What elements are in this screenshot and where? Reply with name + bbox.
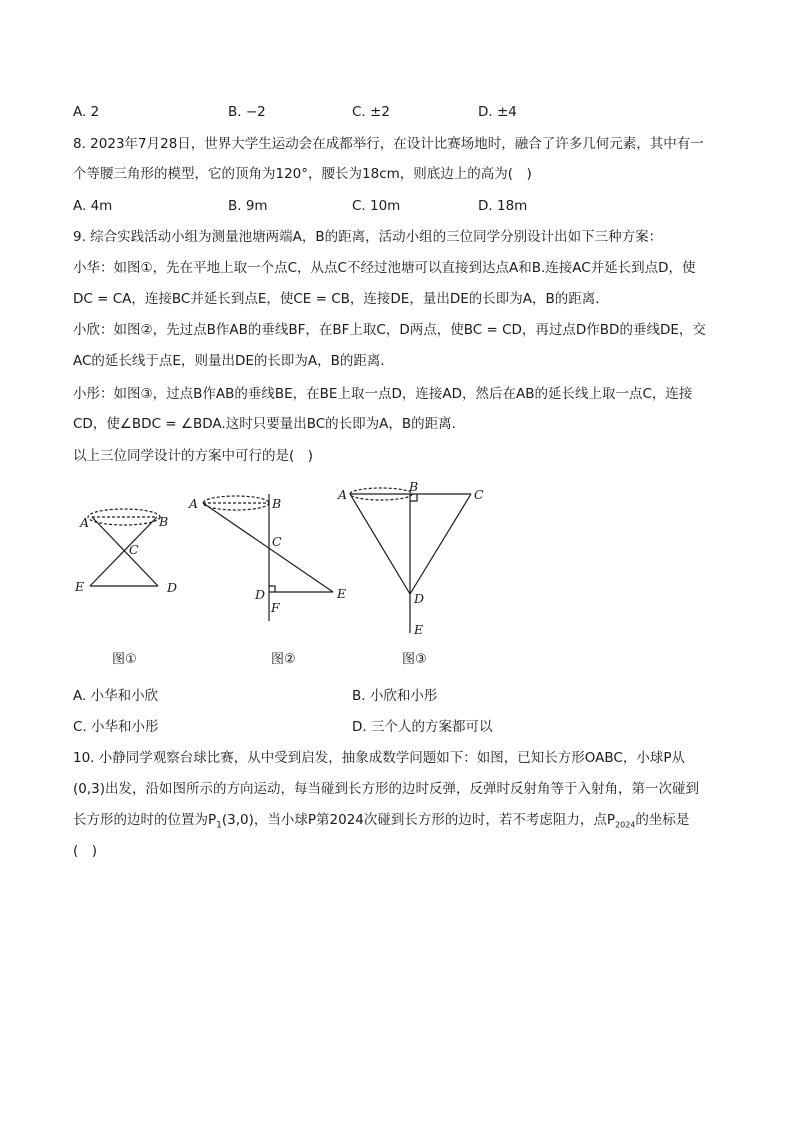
fig2-label-c: C [272,534,282,549]
q10-line-1: 10. 小静同学观察台球比赛，从中受到启发，抽象成数学问题如下：如图，已知长方形OABC，小球P从 [73,750,685,766]
fig1-label-e: E [75,579,85,594]
fig1-label-b: B [159,514,169,529]
q8-line-2: 个等腰三角形的模型，它的顶角为120°，腰长为18cm，则底边上的高为( ) [73,166,532,182]
fig2-caption: 图② [271,652,296,667]
fig3-label-b: B [409,479,419,494]
q9-option-a: A. 小华和小欣 [73,688,159,704]
fig3-label-a: A [338,487,348,502]
fig3-label-d: D [414,591,425,606]
fig3-label-c: C [474,487,484,502]
fig2-label-b: B [272,496,282,511]
q9-hua-line-2: DC = CA，连接BC并延长到点E，使CE = CB，连接DE，量出DE的长即为A，B的距离． [73,291,609,307]
q10-line-3-part-a: 长方形的边时的位置为P [73,812,217,828]
q8-option-a: A. 4m [73,198,113,214]
q8-option-c: C. 10m [352,198,401,214]
q7-option-c: C. ±2 [352,104,390,120]
q10-subscript-1: 1 [216,820,222,831]
fig1-label-a: A [80,515,90,530]
q7-option-d: D. ±4 [478,104,517,120]
fig1-label-c: C [129,542,139,557]
fig3-label-e: E [414,622,424,637]
q9-tong-line-2: CD，使∠BDC = ∠BDA.这时只要量出BC的长即为A，B的距离． [73,416,466,432]
q8-option-d: D. 18m [478,198,528,214]
fig2-label-f: F [271,600,280,615]
q7-option-b: B. −2 [228,104,266,120]
q10-line-3-part-c: 的坐标是 [635,812,690,828]
q10-subscript-2024: 2024 [615,820,636,830]
q9-option-c: C. 小华和小彤 [73,719,159,735]
q8-line-1: 8. 2023年7月28日，世界大学生运动会在成都举行，在设计比赛场地时，融合了许多几何元素，其中有一 [73,136,704,152]
q9-option-b: B. 小欣和小彤 [352,688,438,704]
q9-tong-line-1: 小彤：如图③，过点B作AB的垂线BE，在BE上取一点D，连接AD，然后在AB的延长线上取一点C，连接 [73,386,693,402]
fig2-label-e: E [337,586,347,601]
fig2-label-d: D [255,587,266,602]
q8-option-b: B. 9m [228,198,268,214]
fig3-caption: 图③ [402,652,427,667]
fig1-label-d: D [167,580,178,595]
q10-line-3-part-b: (3,0)，当小球P第2024次碰到长方形的边时，若不考虑阻力，点P [221,812,616,828]
q9-hua-line-1: 小华：如图①，先在平地上取一个点C，从点C不经过池塘可以直接到达点A和B.连接AC并延长到点D，使 [73,260,696,276]
q10-line-4: ( ) [73,843,98,859]
q9-intro: 9. 综合实践活动小组为测量池塘两端A，B的距离，活动小组的三位同学分别设计出如下三种方案： [73,229,663,245]
fig3-line-ad [350,494,410,594]
q9-option-d: D. 三个人的方案都可以 [352,719,493,735]
q9-xin-line-1: 小欣：如图②，先过点B作AB的垂线BF，在BF上取C，D两点，使BC = CD，再过点D作BD的垂线DE，交 [73,322,706,338]
q9-xin-line-2: AC的延长线于点E，则量出DE的长即为A，B的距离． [73,353,394,369]
q7-option-a: A. 2 [73,104,100,120]
fig2-label-a: A [189,496,199,511]
fig3-line-cd [410,494,471,594]
q10-line-3 [73,810,689,836]
q10-line-2: (0,3)出发，沿如图所示的方向运动，每当碰到长方形的边时反弹，反弹时反射角等于入射角，第一次碰到 [73,781,700,797]
q9-question: 以上三位同学设计的方案中可行的是( ) [73,448,314,464]
fig1-caption: 图① [112,652,137,667]
